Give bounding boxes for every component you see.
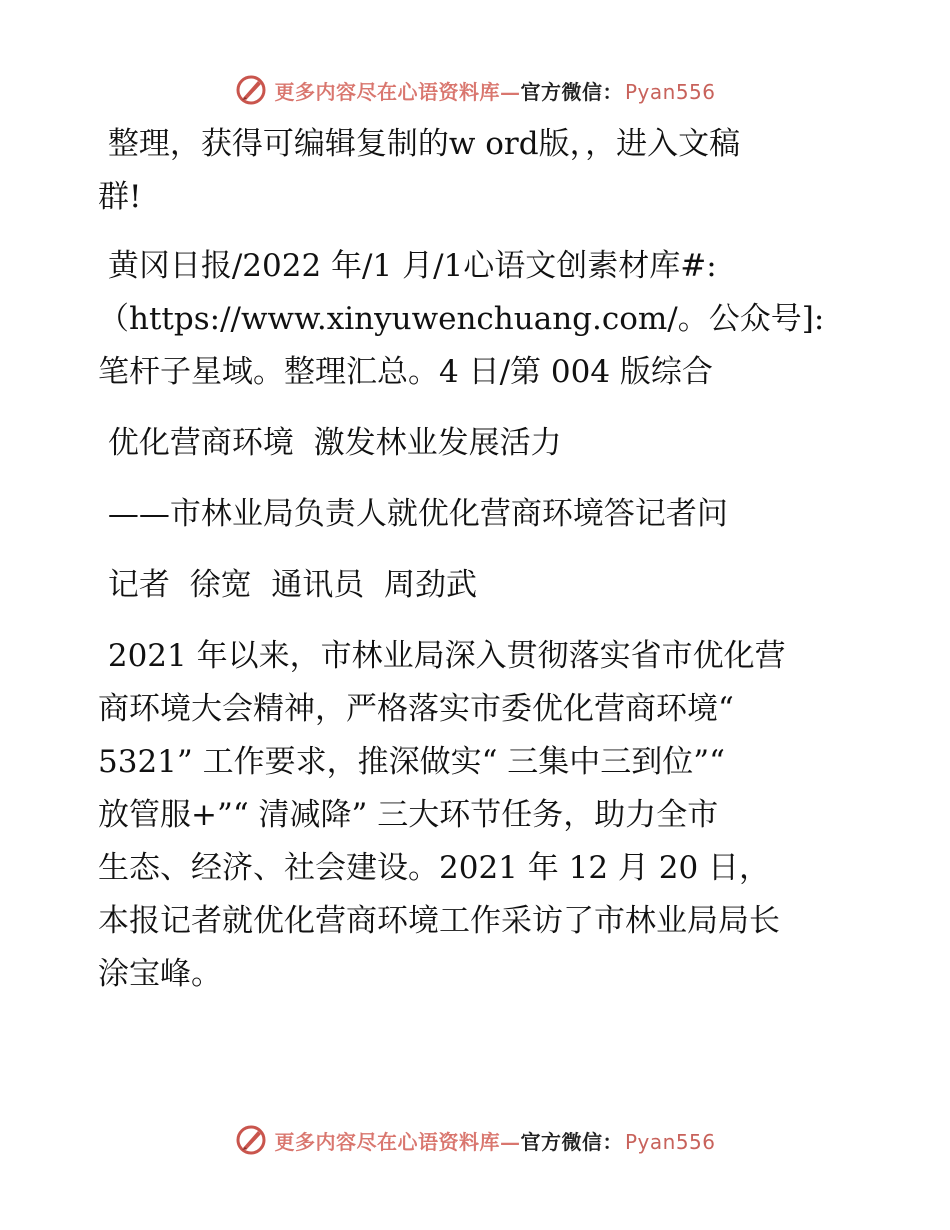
header-official-label: 官方微信： xyxy=(520,79,623,104)
footer-wechat-id: Pyan556 xyxy=(624,1129,716,1154)
body-line-3: 5321” 工作要求，推深做实“ 三集中三到位”“ xyxy=(98,744,725,780)
source-line-2: （https://www.xinyuwenchuang.com/。公众号]: xyxy=(98,301,825,337)
quill-logo-icon xyxy=(234,1123,268,1157)
header-wechat-id: Pyan556 xyxy=(624,79,716,104)
quill-logo-icon xyxy=(234,73,268,107)
header-banner-text xyxy=(274,76,715,105)
intro-paragraph xyxy=(98,118,858,224)
footer-brand-text: 更多内容尽在心语资料库 xyxy=(274,1129,500,1154)
intro-line-1: 整理，获得可编辑复制的w ord版，，进入文稿 xyxy=(98,126,741,162)
subheadline: ——市林业局负责人就优化营商环境答记者问 xyxy=(98,496,728,532)
header-dash: — xyxy=(499,79,521,104)
body-line-1: 2021 年以来，市林业局深入贯彻落实省市优化营 xyxy=(98,638,786,674)
body-line-5: 生态、经济、社会建设。2021 年 12 月 20 日， xyxy=(98,850,771,886)
header-banner xyxy=(0,70,950,110)
document-body xyxy=(98,118,858,1001)
footer-banner xyxy=(0,1120,950,1160)
source-line-1: 黄冈日报/2022 年/1 月/1心语文创素材库#: xyxy=(98,248,717,284)
body-line-7: 涂宝峰。 xyxy=(98,956,222,992)
footer-official-label: 官方微信： xyxy=(520,1129,623,1154)
footer-dash: — xyxy=(499,1129,521,1154)
body-line-2: 商环境大会精神，严格落实市委优化营商环境“ xyxy=(98,691,734,727)
header-brand-text: 更多内容尽在心语资料库 xyxy=(274,79,500,104)
intro-line-2: 群! xyxy=(98,179,142,215)
byline: 记者 徐宽 通讯员 周劲武 xyxy=(98,567,477,603)
body-line-4: 放管服+”“ 清减降” 三大环节任务，助力全市 xyxy=(98,797,719,833)
source-line-3: 笔杆子星域。整理汇总。4 日/第 004 版综合 xyxy=(98,354,713,390)
source-paragraph xyxy=(98,240,858,399)
body-paragraph xyxy=(98,630,858,1001)
headline: 优化营商环境 激发林业发展活力 xyxy=(98,425,562,461)
body-line-6: 本报记者就优化营商环境工作采访了市林业局局长 xyxy=(98,903,780,939)
footer-banner-text xyxy=(274,1126,715,1155)
